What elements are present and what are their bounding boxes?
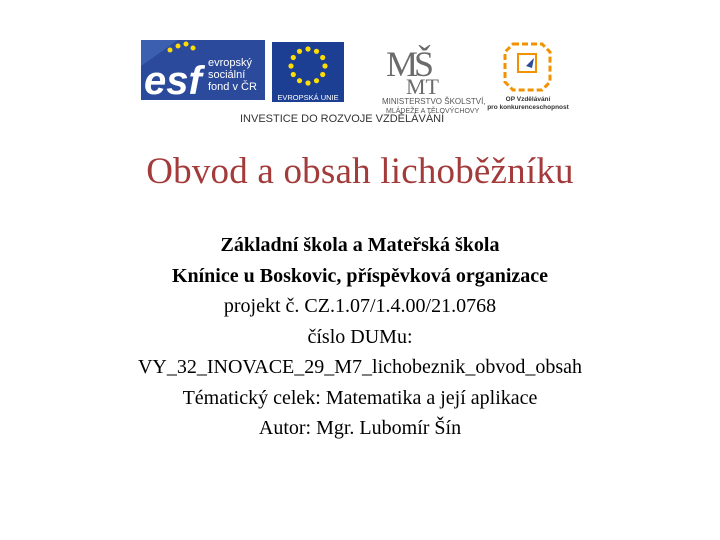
logo-strip: [138, 36, 574, 126]
info-block: [0, 230, 720, 444]
eu-caption: EVROPSKÁ UNIE: [277, 93, 339, 102]
opvk-line1: OP Vzdělávání: [505, 96, 551, 103]
msmt-line1: MINISTERSTVO ŠKOLSTVÍ,: [382, 97, 486, 106]
msmt-logo: [382, 44, 486, 115]
esf-line1: evropský: [208, 57, 253, 69]
slide-title: Obvod a obsah lichoběžníku: [146, 151, 574, 192]
msmt-line2: MLÁDEŽE A TĚLOVÝCHOVY: [386, 108, 480, 115]
esf-line3: fond v ČR: [208, 81, 257, 93]
logo-tagline: INVESTICE DO ROZVOJE VZDĚLÁVÁNÍ: [240, 113, 445, 125]
school-name-line1: Základní škola a Mateřská škola: [220, 234, 500, 256]
dum-code: VY_32_INOVACE_29_M7_lichobeznik_obvod_obsah: [137, 356, 583, 378]
opvk-line2: pro konkurenceschopnost: [487, 104, 569, 111]
eu-flag-logo: [272, 42, 344, 102]
author: Autor: Mgr. Lubomír Šín: [258, 417, 462, 439]
project-number: projekt č. CZ.1.07/1.4.00/21.0768: [223, 295, 497, 317]
esf-line2: sociální: [208, 69, 246, 81]
topic: Tématický celek: Matematika a její aplikace: [182, 386, 538, 409]
opvk-logo: [487, 44, 569, 111]
svg-text:esf: esf: [144, 59, 202, 103]
esf-logo: [141, 40, 265, 103]
school-name-line2: Knínice u Boskovic, příspěvková organizace: [171, 264, 549, 287]
dum-label: číslo DUMu:: [307, 325, 413, 348]
logo-banner: [138, 36, 574, 126]
svg-text:MT: MT: [406, 74, 439, 99]
svg-text:MŠ: MŠ: [386, 44, 431, 84]
